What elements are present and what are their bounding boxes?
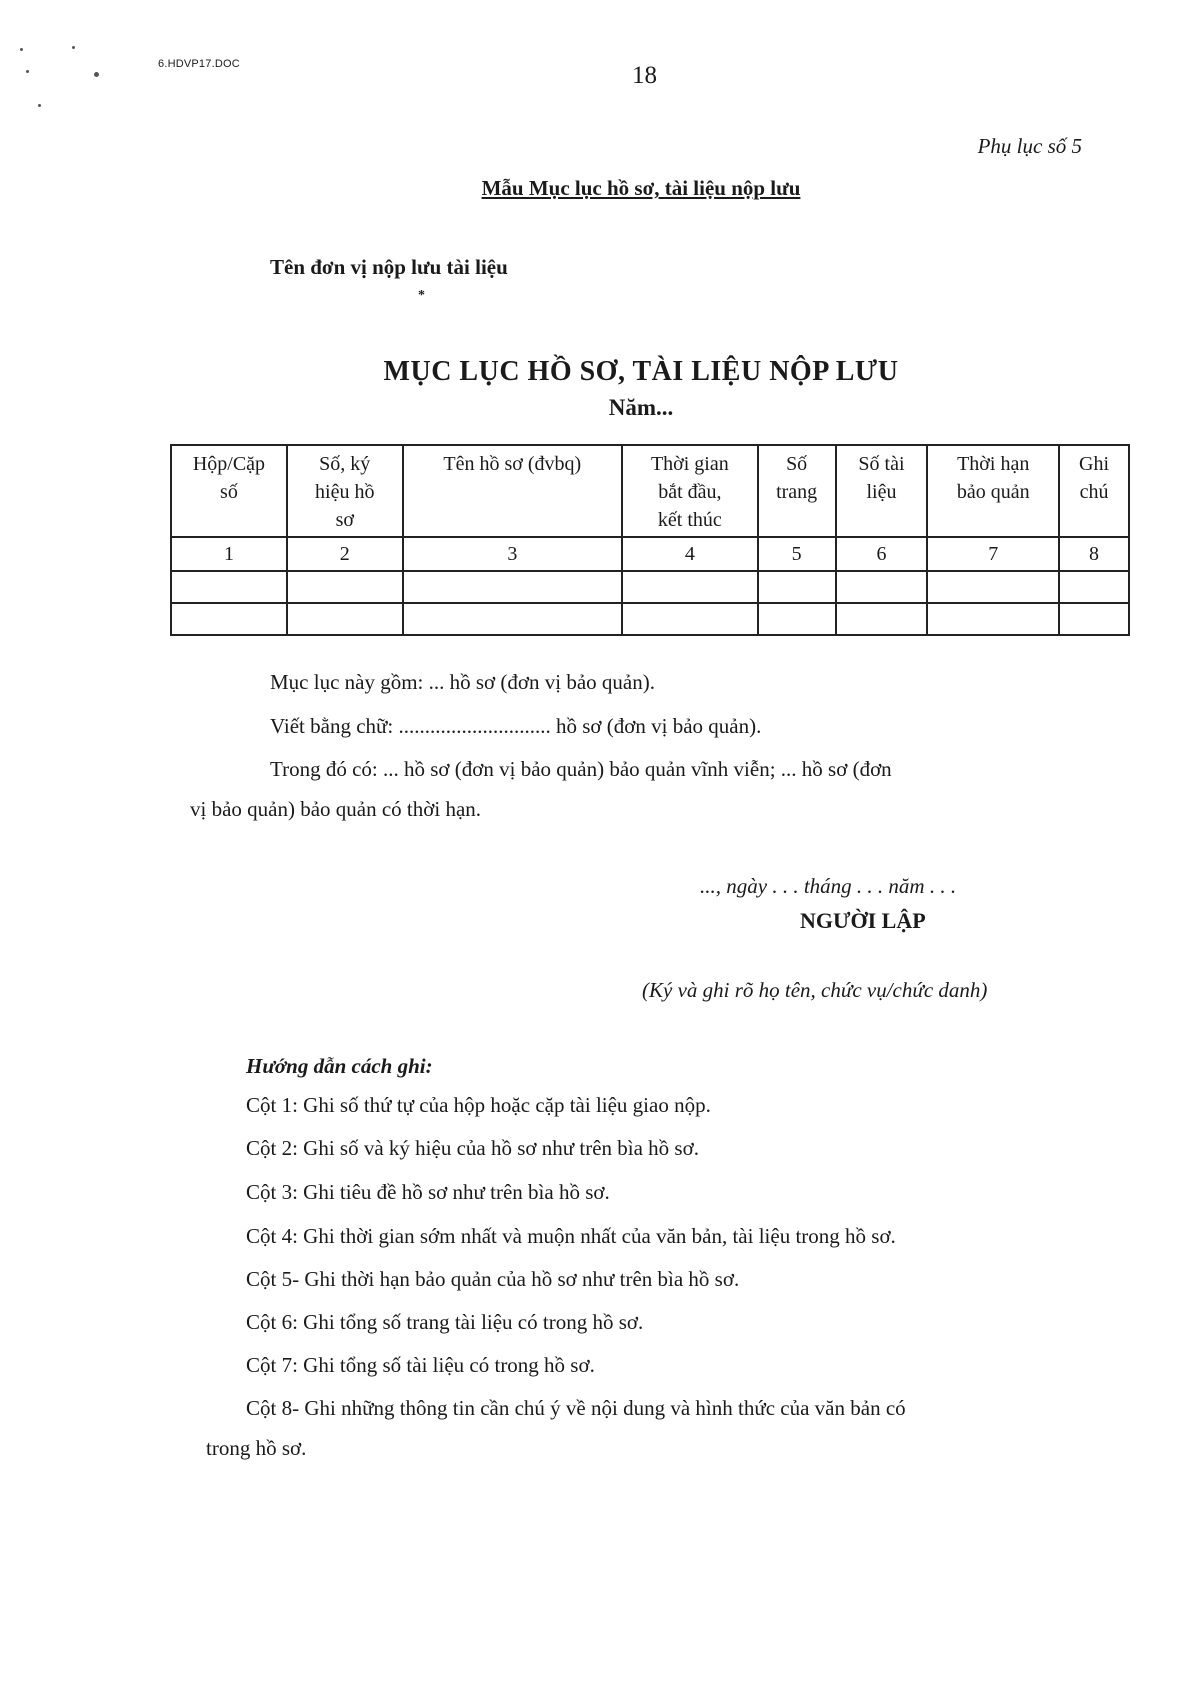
table-cell bbox=[622, 571, 758, 603]
header-record-title: Tên hồ sơ (đvbq) bbox=[403, 445, 622, 537]
column-number: 8 bbox=[1059, 537, 1129, 571]
column-number: 7 bbox=[927, 537, 1059, 571]
guide-item-cont: trong hồ sơ. bbox=[206, 1436, 307, 1460]
table-cell bbox=[287, 603, 403, 635]
table-cell bbox=[1059, 603, 1129, 635]
form-title: Mẫu Mục lục hồ sơ, tài liệu nộp lưu bbox=[481, 176, 801, 200]
column-number: 2 bbox=[287, 537, 403, 571]
scan-speck bbox=[38, 104, 41, 107]
summary-total: Mục lục này gồm: ... hồ sơ (đơn vị bảo quản). bbox=[270, 670, 655, 694]
records-index-table bbox=[170, 444, 1130, 636]
table-cell bbox=[927, 571, 1059, 603]
column-number: 6 bbox=[836, 537, 928, 571]
table-cell bbox=[403, 571, 622, 603]
guide-item: Cột 2: Ghi số và ký hiệu của hồ sơ như trên bìa hồ sơ. bbox=[246, 1136, 699, 1160]
table-cell bbox=[1059, 571, 1129, 603]
scan-speck bbox=[20, 48, 23, 51]
table-cell bbox=[171, 603, 287, 635]
guide-item: Cột 5- Ghi thời hạn bảo quản của hồ sơ như trên bìa hồ sơ. bbox=[246, 1267, 740, 1291]
column-number: 3 bbox=[403, 537, 622, 571]
table-cell bbox=[836, 603, 928, 635]
page-number: 18 bbox=[632, 62, 657, 89]
table-cell bbox=[622, 603, 758, 635]
guide-item: Cột 3: Ghi tiêu đề hồ sơ như trên bìa hồ sơ. bbox=[246, 1180, 610, 1204]
column-number: 4 bbox=[622, 537, 758, 571]
unit-marker: * bbox=[418, 288, 425, 303]
table-header-row bbox=[171, 445, 1129, 537]
scan-speck bbox=[26, 70, 29, 73]
summary-in-words: Viết bằng chữ: ............................. hồ sơ (đơn vị bảo quản). bbox=[270, 714, 762, 738]
guide-item: Cột 7: Ghi tổng số tài liệu có trong hồ sơ. bbox=[246, 1353, 595, 1377]
signature-date: ..., ngày . . . tháng . . . năm . . . bbox=[700, 874, 957, 898]
header-notes: Ghi chú bbox=[1059, 445, 1129, 537]
header-box-number: Hộp/Cặp số bbox=[171, 445, 287, 537]
guide-item: Cột 4: Ghi thời gian sớm nhất và muộn nhất của văn bản, tài liệu trong hồ sơ. bbox=[246, 1224, 896, 1248]
header-time-range: Thời gian bắt đầu, kết thúc bbox=[622, 445, 758, 537]
table-cell bbox=[403, 603, 622, 635]
table-cell bbox=[927, 603, 1059, 635]
guide-item: Cột 1: Ghi số thứ tự của hộp hoặc cặp tài liệu giao nộp. bbox=[246, 1093, 711, 1117]
table-cell bbox=[758, 571, 836, 603]
scan-speck bbox=[94, 72, 99, 77]
appendix-label: Phụ lục số 5 bbox=[977, 134, 1082, 158]
scan-speck bbox=[72, 46, 75, 49]
file-code: 6.HDVP17.DOC bbox=[158, 58, 240, 70]
guide-item: Cột 8- Ghi những thông tin cần chú ý về nội dung và hình thức của văn bản có bbox=[246, 1396, 906, 1420]
table-cell bbox=[287, 571, 403, 603]
guide-heading: Hướng dẫn cách ghi: bbox=[246, 1054, 433, 1078]
table-row bbox=[171, 603, 1129, 635]
signer-title: NGƯỜI LẬP bbox=[800, 908, 926, 933]
header-page-count: Số trang bbox=[758, 445, 836, 537]
header-document-count: Số tài liệu bbox=[836, 445, 928, 537]
column-number: 1 bbox=[171, 537, 287, 571]
year-line: Năm... bbox=[608, 395, 674, 420]
column-number-row bbox=[171, 537, 1129, 571]
submitting-unit-label: Tên đơn vị nộp lưu tài liệu bbox=[270, 255, 508, 279]
header-record-code: Số, ký hiệu hồ sơ bbox=[287, 445, 403, 537]
table-cell bbox=[758, 603, 836, 635]
column-number: 5 bbox=[758, 537, 836, 571]
guide-item: Cột 6: Ghi tổng số trang tài liệu có trong hồ sơ. bbox=[246, 1310, 644, 1334]
table-row bbox=[171, 571, 1129, 603]
signature-note: (Ký và ghi rõ họ tên, chức vụ/chức danh) bbox=[642, 978, 988, 1002]
summary-breakdown-cont: vị bảo quản) bảo quản có thời hạn. bbox=[190, 797, 482, 821]
main-title: MỤC LỤC HỒ SƠ, TÀI LIỆU NỘP LƯU bbox=[383, 356, 899, 387]
summary-breakdown: Trong đó có: ... hồ sơ (đơn vị bảo quản) bảo quản vĩnh viễn; ... hồ sơ (đơn bbox=[270, 757, 892, 781]
header-retention-period: Thời hạn bảo quản bbox=[927, 445, 1059, 537]
table-cell bbox=[171, 571, 287, 603]
table-cell bbox=[836, 571, 928, 603]
